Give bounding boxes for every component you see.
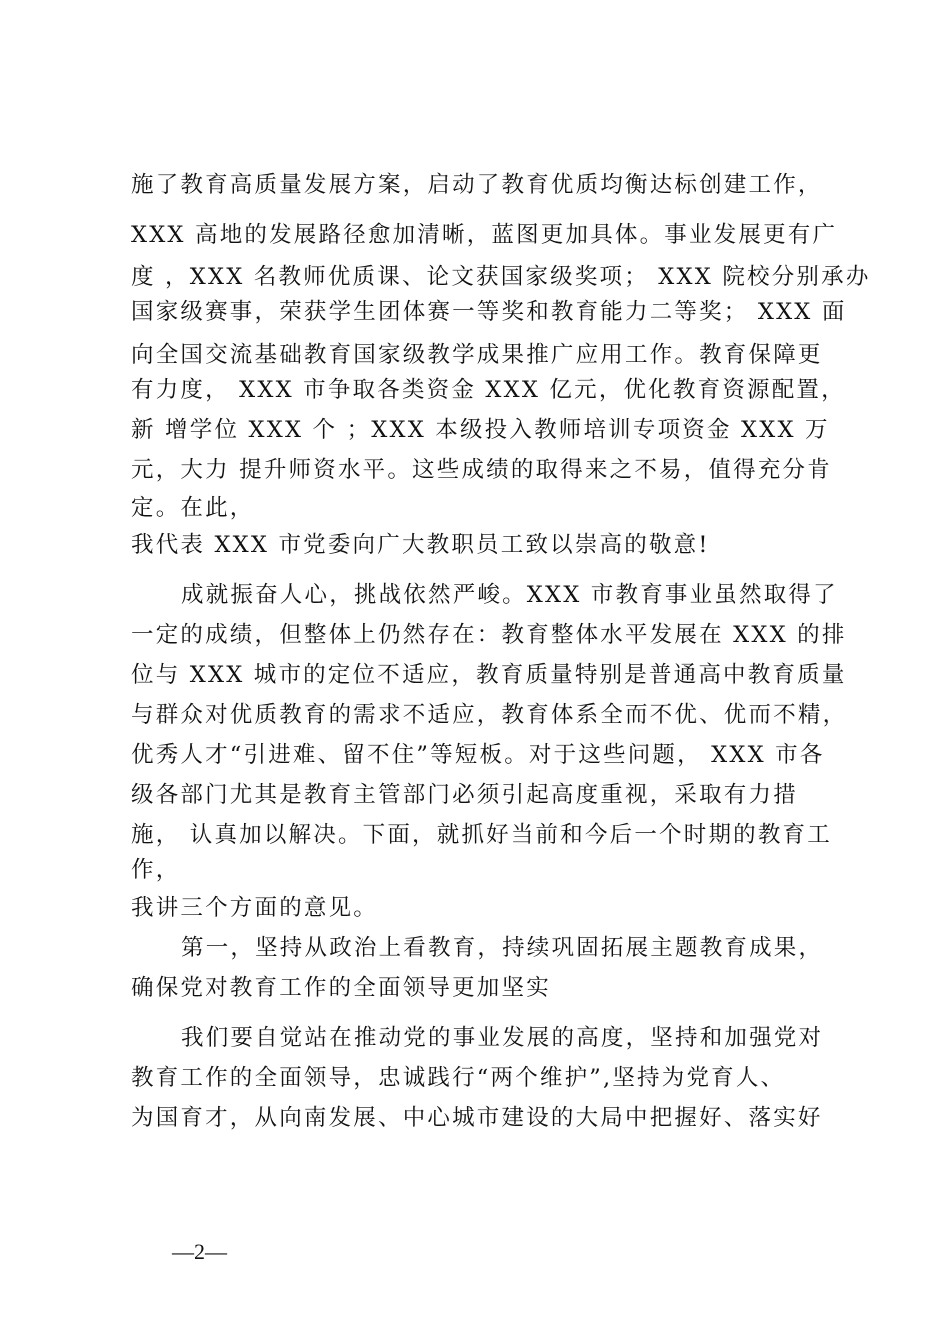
text-line: XXX 高地的发展路径愈加清晰，蓝图更加具体。事业发展更有广 (131, 222, 838, 248)
text-line: 国家级赛事，荣获学生团体赛一等奖和教育能力二等奖； XXX 面 (131, 299, 847, 325)
text-line: 级各部门尤其是教育主管部门必须引起高度重视，采取有力措 (131, 782, 798, 808)
text-line: 我代表 XXX 市党委向广大教职员工致以崇高的敬意! (131, 532, 710, 558)
text-line: 有力度， XXX 市争取各类资金 XXX 亿元，优化教育资源配置， (131, 377, 846, 403)
text-line: 新 增学位 XXX 个 ；XXX 本级投入教师培训专项资金 XXX 万 (131, 417, 830, 443)
text-line: 向全国交流基础教育国家级教学成果推广应用工作。教育保障更 (131, 342, 823, 368)
text-line: 一定的成绩，但整体上仍然存在：教育整体水平发展在 XXX 的排 (131, 622, 847, 648)
page-number: —2— (172, 1239, 227, 1264)
text-line: 为国育才，从向南发展、中心城市建设的大局中把握好、落实好 (131, 1105, 823, 1131)
text-line: 度 ，XXX 名教师优质课、论文获国家级奖项； XXX 院校分别承办 (131, 264, 871, 290)
text-line: 施， 认真加以解决。下面，就抓好当前和今后一个时期的教育工 (131, 822, 832, 848)
section-heading: 确保党对教育工作的全面领导更加坚实 (131, 975, 551, 1001)
text-line: 作， (131, 857, 181, 883)
text-line: 位与 XXX 城市的定位不适应，教育质量特别是普通高中教育质量 (131, 662, 847, 688)
text-line: 与群众对优质教育的需求不适应，教育体系全而不优、优而不精， (131, 702, 848, 728)
text-line: 施了教育高质量发展方案，启动了教育优质均衡达标创建工作， (131, 172, 823, 198)
text-line: 元，大力 提升师资水平。这些成绩的取得来之不易，值得充分肯 (131, 457, 832, 483)
section-heading: 第一，坚持从政治上看教育，持续巩固拓展主题教育成果， (181, 935, 824, 961)
text-line: 教育工作的全面领导，忠诚践行“两个维护”,坚持为党育人、 (131, 1065, 786, 1091)
text-line: 我们要自觉站在推动党的事业发展的高度，坚持和加强党对 (181, 1025, 824, 1051)
text-line: 定。在此， (131, 495, 255, 521)
text-line: 优秀人才“引进难、留不住”等短板。对于这些问题， XXX 市各 (131, 742, 825, 768)
text-line: 成就振奋人心，挑战依然严峻。XXX 市教育事业虽然取得了 (181, 582, 838, 608)
text-line: 我讲三个方面的意见。 (131, 895, 379, 921)
